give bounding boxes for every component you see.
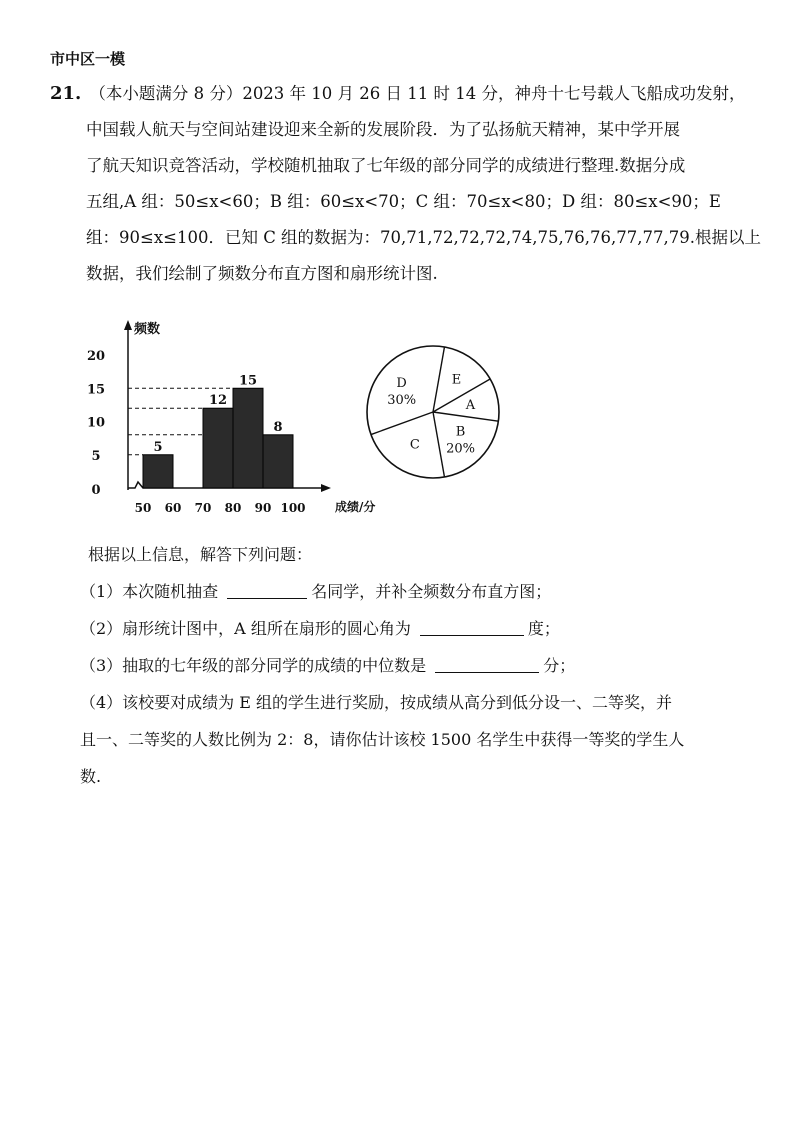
answer-blank-2[interactable] (420, 617, 524, 636)
problem-statement (50, 76, 761, 292)
answer-blank-1[interactable] (227, 580, 307, 599)
problem-line-1: 21. （本小题满分 8 分）2023 年 10 月 26 日 11 时 14 分，神舟十七号载人飞船成功发射， (50, 83, 746, 104)
y-tick-label: 10 (86, 415, 106, 431)
question-3: （3）抽取的七年级的部分同学的成绩的中位数是 分； (80, 656, 576, 675)
x-tick-label: 60 (164, 501, 182, 515)
pie-slice-percent: 30% (387, 393, 417, 409)
x-tick-label: 90 (254, 501, 272, 515)
problem-line-6: 数据，我们绘制了频数分布直方图和扇形统计图. (86, 264, 438, 283)
problem-line-5: 组：90≤x≤100．已知 C 组的数据为：70,71,72,72,72,74,75,76,76,77,77,79.根据以上 (86, 228, 761, 247)
pie-chart (363, 330, 513, 510)
pie-slice-label: A (465, 398, 476, 414)
answer-blank-3[interactable] (435, 654, 539, 673)
bar-value-label: 5 (153, 439, 163, 455)
bar-value-label: 8 (273, 419, 283, 435)
bar-value-label: 15 (238, 373, 258, 389)
x-axis-label: 成绩/分 (335, 500, 376, 514)
exam-region-label: 市中区一模 (50, 50, 126, 68)
question-4-line-3: 数. (80, 767, 102, 786)
y-axis-arrow (124, 320, 132, 330)
problem-line-3: 了航天知识竞答活动，学校随机抽取了七年级的部分同学的成绩进行整理.数据分成 (86, 156, 686, 175)
charts-area (78, 310, 538, 520)
histogram-bar (203, 408, 233, 488)
x-tick-label: 80 (224, 501, 242, 515)
histogram-bar (143, 455, 173, 488)
pie-slice-divider (371, 412, 433, 435)
pie-slice-label: D (396, 376, 407, 392)
pie-slice-label: B (455, 424, 466, 440)
pie-slice-percent: 20% (446, 441, 475, 457)
y-tick-label: 0 (91, 483, 101, 498)
pie-slice-label: C (409, 437, 420, 453)
pie-slice-divider (433, 347, 444, 412)
question-4-line-1: （4）该校要对成绩为 E 组的学生进行奖励，按成绩从高分到低分设一、二等奖，并 (80, 693, 673, 712)
problem-line-4: 五组,A 组：50≤x<60；B 组：60≤x<70；C 组：70≤x<80；D 组：80≤x<90；E (86, 192, 721, 211)
questions-block (80, 536, 748, 795)
pie-slice-divider (433, 412, 444, 477)
frequency-histogram (78, 310, 378, 520)
problem-line-2: 中国载人航天与空间站建设迎来全新的发展阶段．为了弘扬航天精神，某中学开展 (86, 120, 680, 139)
y-tick-label: 15 (86, 382, 106, 398)
question-4-line-2: 且一、二等奖的人数比例为 2：8，请你估计该校 1500 名学生中获得一等奖的学生人 (80, 730, 685, 749)
histogram-bar (233, 388, 263, 488)
y-tick-label: 20 (86, 349, 106, 364)
y-axis-label: 频数 (134, 322, 161, 337)
y-tick-label: 5 (91, 448, 101, 464)
histogram-bar (263, 435, 293, 488)
pie-slice-label: E (451, 372, 462, 388)
x-axis-arrow (321, 484, 331, 492)
problem-number: 21. (50, 83, 82, 104)
x-tick-label: 50 (134, 501, 152, 515)
pie-slice-divider (433, 412, 498, 421)
pie-slice-divider (433, 379, 490, 412)
question-1: （1）本次随机抽查 名同学，并补全频数分布直方图； (80, 582, 552, 601)
x-tick-label: 100 (280, 501, 306, 515)
questions-intro: 根据以上信息，解答下列问题： (88, 545, 313, 564)
x-tick-label: 70 (194, 501, 212, 515)
bar-value-label: 12 (208, 393, 228, 409)
question-2: （2）扇形统计图中，A 组所在扇形的圆心角为 度； (80, 619, 560, 638)
